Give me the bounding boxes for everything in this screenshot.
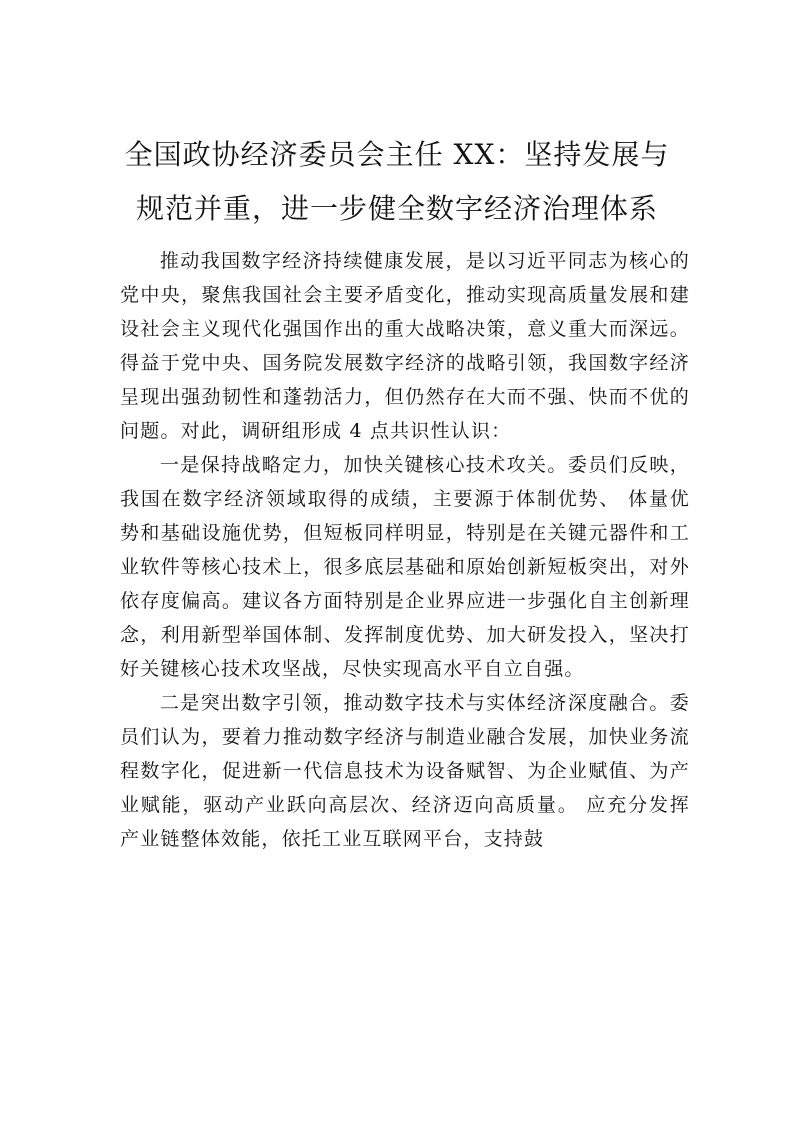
document-title — [100, 128, 694, 236]
document-body — [120, 244, 690, 856]
paragraph-point-two: 二是突出数字引领，推动数字技术与实体经济深度融合。委员们认为，要着力推动数字经济与制造业融合发展，加快业务流程数字化，促进新一代信息技术为设备赋智、为企业赋值、为产业赋能，驱动产业跃向高层次、经济迈向高质量。 应充分发挥产业链整体效能，依托工业互联网平台，支持鼓 — [120, 692, 690, 850]
paragraph-intro: 推动我国数字经济持续健康发展，是以习近平同志为核心的党中央，聚焦我国社会主要矛盾变化，推动实现高质量发展和建设社会主义现代化强国作出的重大战略决策，意义重大而深远。得益于党中央、国务院发展数字经济的战略引领，我国数字经济呈现出强劲韧性和蓬勃活力，但仍然存在大而不强、快而不优的问题。对此，调研组形成 4 点共识性认识： — [120, 250, 690, 442]
title-line-2: 规范并重，进一步健全数字经济治理体系 — [135, 192, 658, 225]
paragraph-point-one: 一是保持战略定力，加快关键核心技术攻关。委员们反映，我国在数字经济领域取得的成绩，主要源于体制优势、 体量优势和基础设施优势，但短板同样明显，特别是在关键元器件和工业软件等核心技术上，很多底层基础和原始创新短板突出，对外依存度偏高。建议各方面特别是企业界应进一步强化自主创新理念，利用新型举国体制、发挥制度优势、加大研发投入，坚决打好关键核心技术攻坚战，尽快实现高水平自立自强。 — [120, 454, 690, 680]
title-line-1: 全国政协经济委员会主任 XX：坚持发展与 — [124, 138, 670, 171]
